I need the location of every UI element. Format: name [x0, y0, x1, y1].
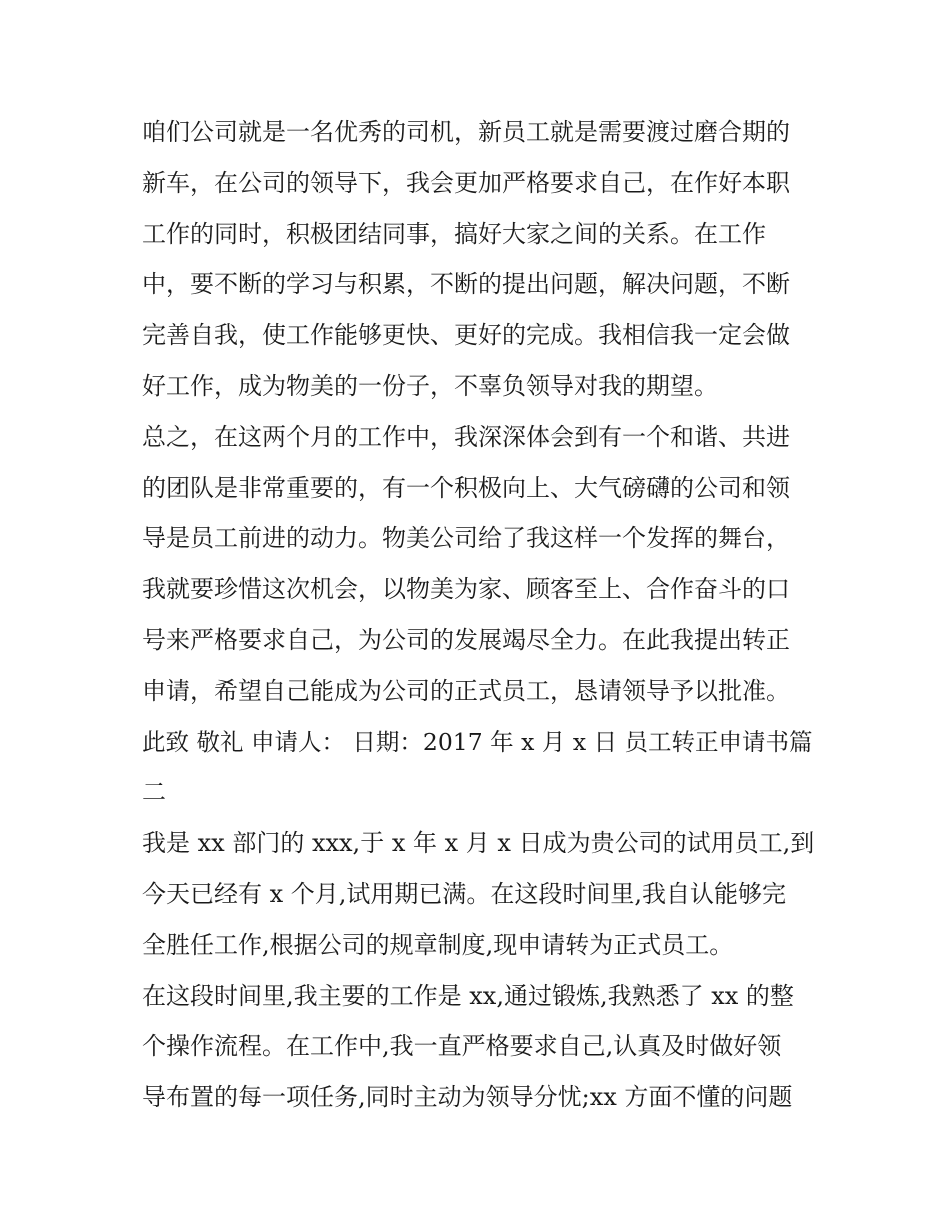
text-line: 总之，在这两个月的工作中，我深深体会到有一个和谐、共进 [142, 422, 790, 451]
text-line: 我就要珍惜这次机会，以物美为家、顾客至上、合作奋斗的口 [142, 575, 790, 604]
text-line: 个操作流程。在工作中,我一直严格要求自己,认真及时做好领 [142, 1032, 782, 1061]
text-line: 导布置的每一项任务,同时主动为领导分忧;xx 方面不懂的问题 [142, 1083, 793, 1112]
text-line: 我是 xx 部门的 xxx,于 x 年 x 月 x 日成为贵公司的试用员工,到 [142, 829, 815, 858]
text-line: 工作的同时，积极团结同事，搞好大家之间的关系。在工作 [142, 219, 766, 248]
text-line: 今天已经有 x 个月,试用期已满。在这段时间里,我自认能够完 [142, 879, 787, 908]
text-line: 的团队是非常重要的，有一个积极向上、大气磅礴的公司和领 [142, 473, 790, 502]
text-line: 在这段时间里,我主要的工作是 xx,通过锻炼,我熟悉了 xx 的整 [142, 981, 794, 1010]
text-line: 二 [142, 778, 166, 807]
text-line: 号来严格要求自己，为公司的发展竭尽全力。在此我提出转正 [142, 625, 790, 654]
text-line: 新车，在公司的领导下，我会更加严格要求自己，在作好本职 [142, 168, 790, 197]
text-line: 好工作，成为物美的一份子，不辜负领导对我的期望。 [142, 371, 718, 400]
text-line: 全胜任工作,根据公司的规章制度,现申请转为正式员工。 [142, 930, 734, 959]
text-line: 申请，希望自己能成为公司的正式员工，恳请领导予以批准。 [142, 676, 790, 705]
text-line: 咱们公司就是一名优秀的司机，新员工就是需要渡过磨合期的 [142, 118, 790, 146]
document-body [142, 107, 822, 1123]
text-line: 导是员工前进的动力。物美公司给了我这样一个发挥的舞台， [142, 524, 790, 553]
text-line: 中，要不断的学习与积累，不断的提出问题，解决问题，不断 [142, 270, 790, 299]
text-line: 完善自我，使工作能够更快、更好的完成。我相信我一定会做 [142, 321, 790, 350]
text-line: 此致 敬礼 申请人： 日期：2017 年 x 月 x 日 员工转正申请书篇 [142, 727, 813, 756]
